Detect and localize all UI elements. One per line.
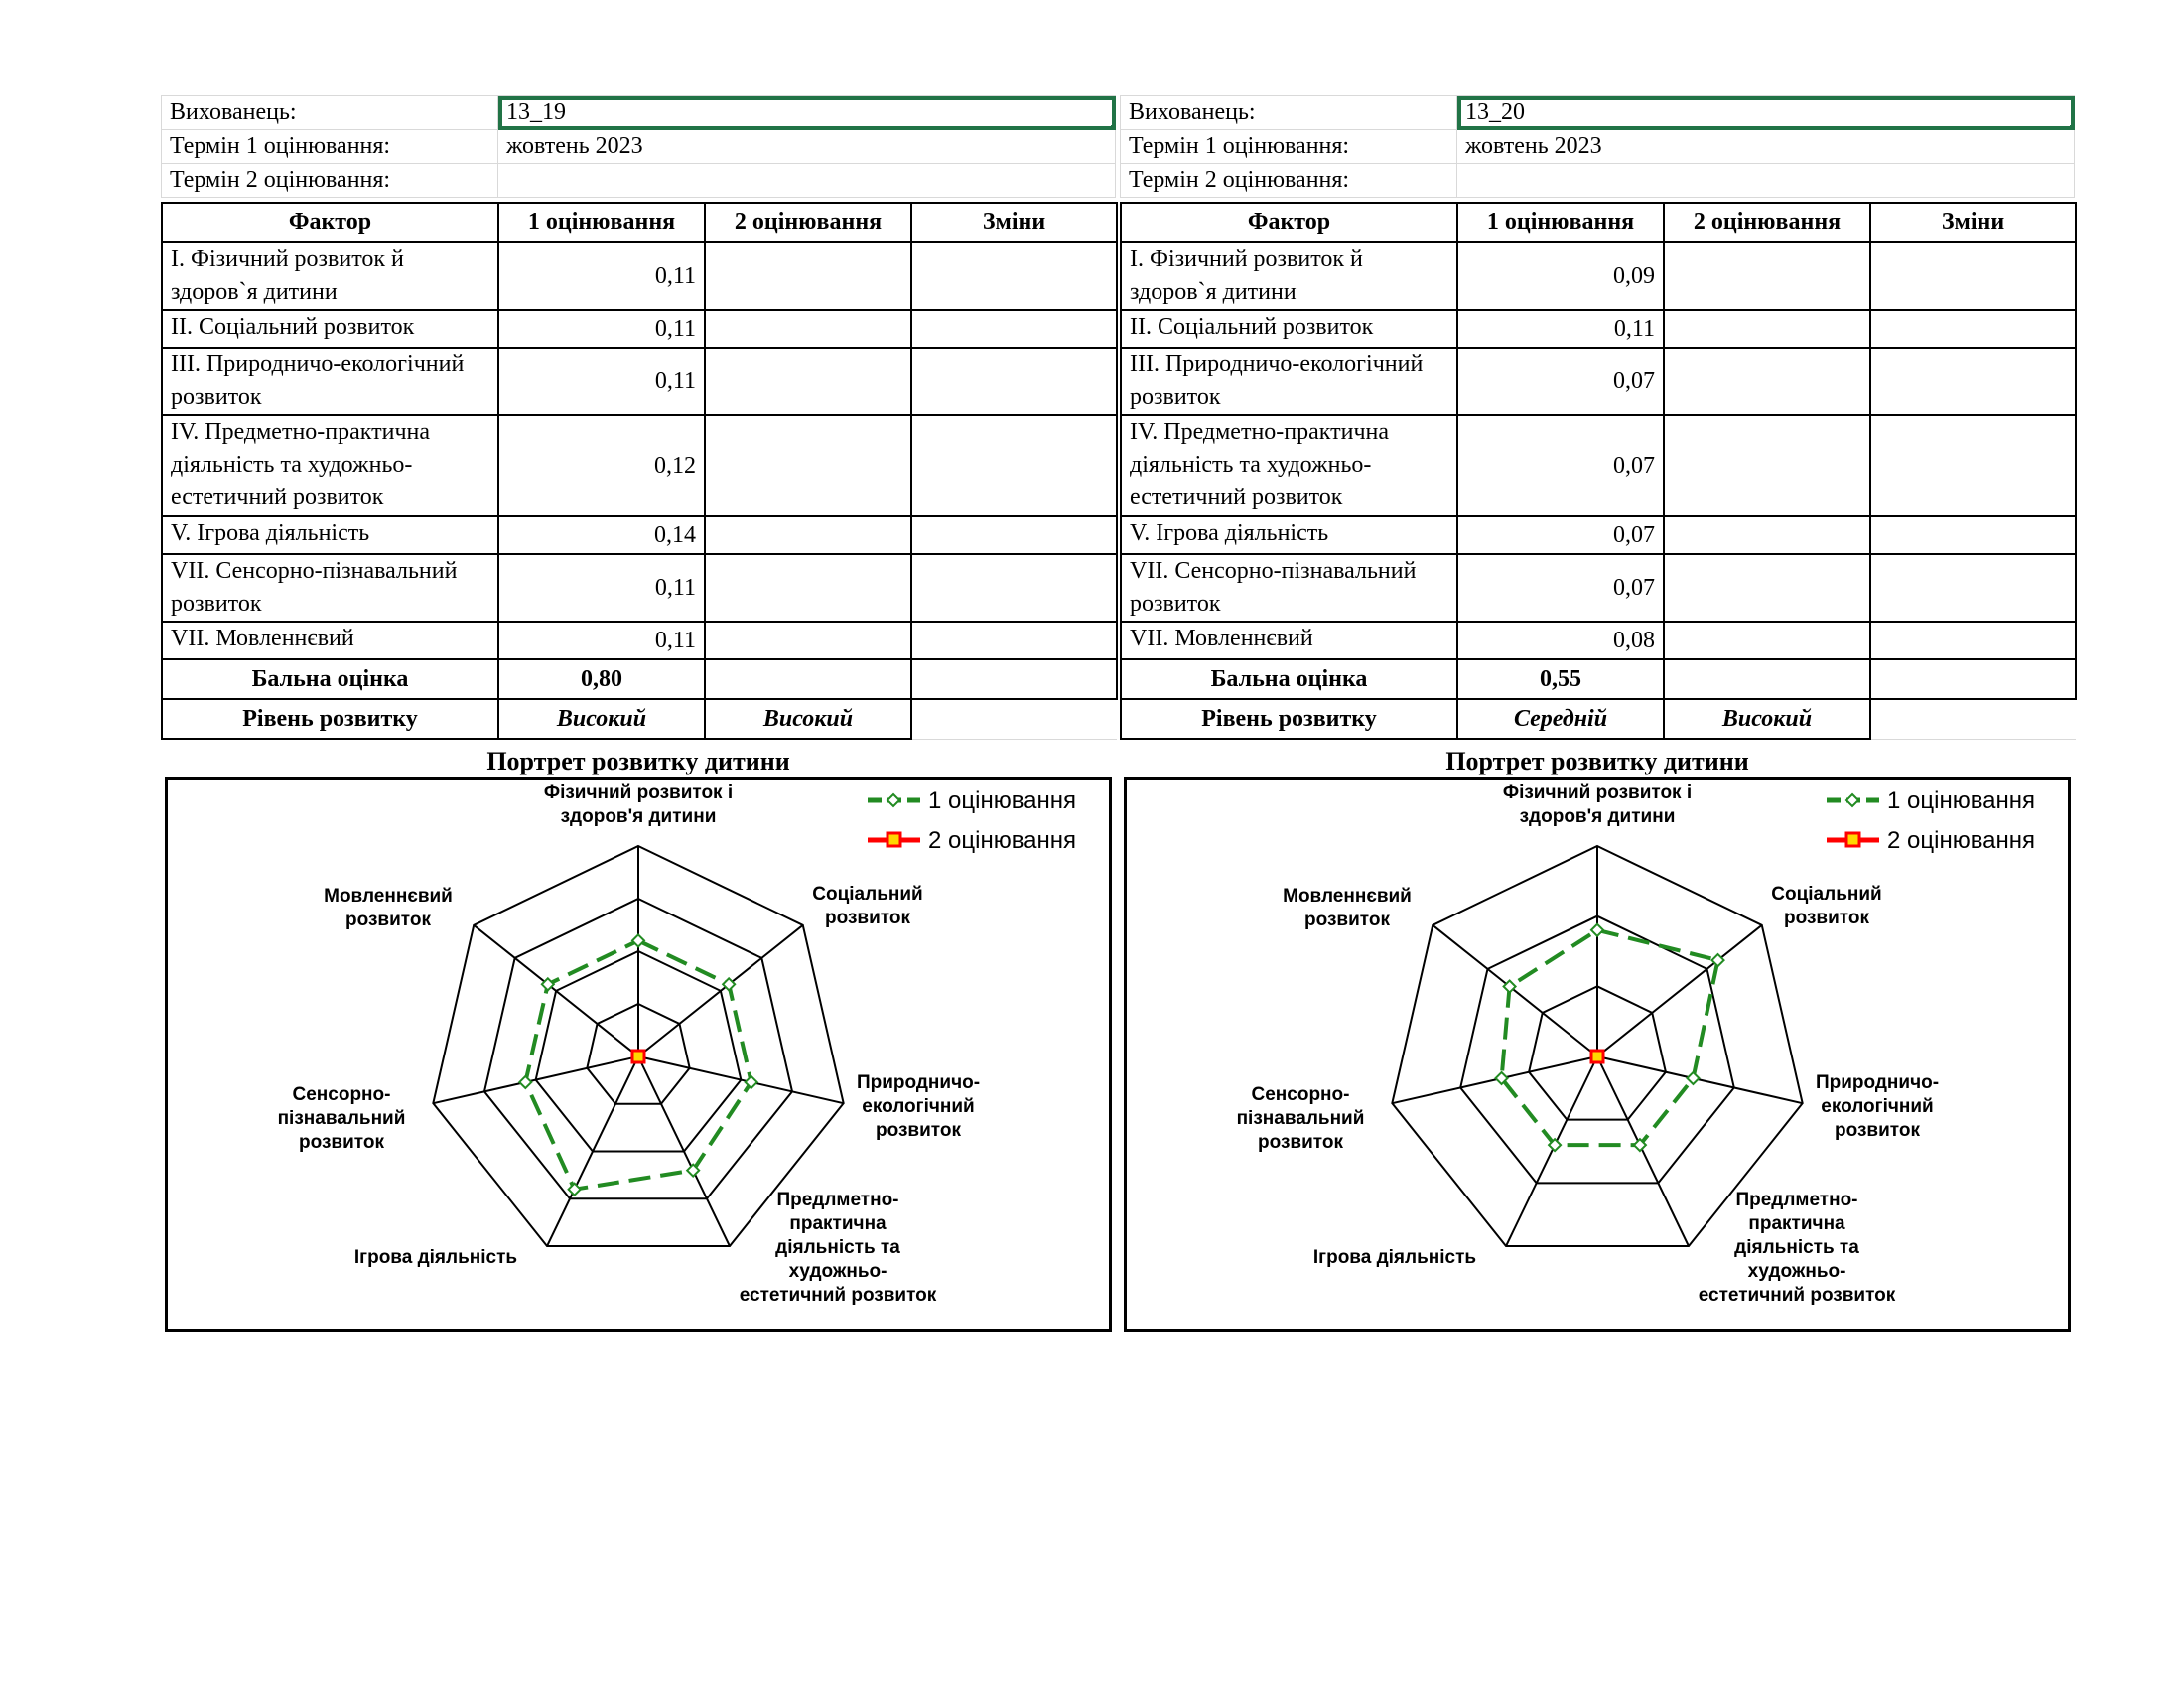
axis-label-line: Сенсорно-: [292, 1084, 391, 1105]
radar-chart-svg: [168, 780, 1109, 1329]
factor-change[interactable]: [911, 554, 1117, 622]
factor-value-2[interactable]: [705, 516, 911, 554]
header-assessment-2[interactable]: 2 оцінювання: [705, 203, 911, 242]
pupil-value-cell[interactable]: [1457, 96, 2075, 130]
total-value-1[interactable]: 0,80: [498, 659, 705, 699]
legend-label: 1 оцінювання: [928, 787, 1077, 814]
series-point: [1591, 924, 1603, 936]
axis-label-line: художньо-: [788, 1261, 887, 1282]
axis-label: [812, 884, 922, 928]
axis-label-line: Природничо-: [856, 1072, 981, 1093]
axis-label-line: Соціальний: [1771, 884, 1882, 905]
factor-value-1[interactable]: 0,11: [498, 554, 705, 622]
term2-value[interactable]: [498, 164, 1116, 198]
series-point: [569, 1184, 581, 1196]
axis-label-line: розвиток: [299, 1132, 384, 1153]
axis-label-line: Ігрова діяльність: [353, 1247, 518, 1268]
radar-spoke: [1392, 1056, 1597, 1103]
radar-spoke: [638, 925, 803, 1056]
factor-value-2[interactable]: [1664, 554, 1870, 622]
factor-value-1[interactable]: 0,11: [498, 622, 705, 659]
series-point: [1687, 1072, 1699, 1084]
term1-value[interactable]: жовтень 2023: [498, 130, 1116, 164]
axis-label-line: пізнавальний: [277, 1108, 406, 1129]
axis-label-line: розвиток: [1835, 1120, 1920, 1141]
radar-spoke: [1597, 925, 1762, 1056]
pupil-value: 13_20: [1465, 99, 1525, 125]
factor-name[interactable]: IV. Предметно-практична діяльність та художньо-естетичний розвиток: [162, 415, 498, 516]
factor-value-1[interactable]: 0,07: [1457, 348, 1664, 415]
axis-label: [857, 1072, 980, 1141]
axis-label-line: розвиток: [1304, 910, 1390, 930]
axis-label-line: пізнавальний: [1236, 1108, 1365, 1129]
factor-value-1[interactable]: 0,11: [1457, 310, 1664, 348]
factor-change[interactable]: [1870, 415, 2076, 516]
table-row: [1121, 415, 2076, 516]
factor-change[interactable]: [1870, 348, 2076, 415]
factor-change[interactable]: [1870, 622, 2076, 659]
factor-change[interactable]: [1870, 310, 2076, 348]
header-changes[interactable]: Зміни: [911, 203, 1117, 242]
term2-label[interactable]: Термін 2 оцінювання:: [1121, 164, 1457, 198]
header-factor[interactable]: Фактор: [162, 203, 498, 242]
radar-spoke: [433, 1056, 638, 1103]
header-factor[interactable]: Фактор: [1121, 203, 1457, 242]
legend-label: 2 оцінювання: [928, 827, 1077, 854]
header-assessment-1[interactable]: 1 оцінювання: [1457, 203, 1664, 242]
legend-marker: [1846, 833, 1859, 846]
term1-value[interactable]: жовтень 2023: [1457, 130, 2075, 164]
radar-spoke: [1597, 1056, 1689, 1246]
axis-label-line: Сенсорно-: [1251, 1084, 1350, 1105]
factor-name[interactable]: III. Природничо-екологічний розвиток: [1121, 348, 1457, 415]
level-value-1[interactable]: Високий: [498, 699, 705, 739]
level-empty-cell[interactable]: [1870, 699, 2076, 739]
factor-value-1[interactable]: 0,14: [498, 516, 705, 554]
level-value-2[interactable]: Високий: [705, 699, 911, 739]
factor-name[interactable]: II. Соціальний розвиток: [162, 310, 498, 348]
axis-label: [1237, 1084, 1365, 1153]
radar-grid: [433, 846, 843, 1246]
factor-value-2[interactable]: [1664, 516, 1870, 554]
table-row: [162, 242, 1117, 310]
table-row: [162, 516, 1117, 554]
factor-table: [1120, 202, 2077, 740]
axis-label-line: розвиток: [876, 1120, 961, 1141]
table-row: [162, 415, 1117, 516]
axis-label-line: Природничо-: [1815, 1072, 1940, 1093]
header-assessment-1[interactable]: 1 оцінювання: [498, 203, 705, 242]
level-label[interactable]: Рівень розвитку: [162, 699, 498, 739]
factor-name[interactable]: I. Фізичний розвиток й здоров`я дитини: [1121, 242, 1457, 310]
axis-label: [354, 1247, 517, 1268]
legend-marker: [887, 794, 899, 806]
level-row: [162, 699, 1117, 739]
series-point: [1591, 1051, 1603, 1062]
axis-label-line: практична: [1748, 1213, 1845, 1234]
factor-value-1[interactable]: 0,08: [1457, 622, 1664, 659]
table-row: [162, 554, 1117, 622]
fill-handle[interactable]: [1111, 125, 1116, 130]
factor-name[interactable]: V. Ігрова діяльність: [1121, 516, 1457, 554]
term1-label[interactable]: Термін 1 оцінювання:: [162, 130, 498, 164]
factor-name[interactable]: IV. Предметно-практична діяльність та художньо-естетичний розвиток: [1121, 415, 1457, 516]
table-row: [1121, 554, 2076, 622]
factor-value-1[interactable]: 0,11: [498, 310, 705, 348]
radar-chart-svg: [1127, 780, 2068, 1329]
axis-label-line: Мовленнєвий: [324, 886, 453, 907]
level-row: [1121, 699, 2076, 739]
chart-legend: [868, 787, 1076, 854]
factor-value-2[interactable]: [1664, 310, 1870, 348]
factor-name[interactable]: III. Природничо-екологічний розвиток: [162, 348, 498, 415]
header-assessment-2[interactable]: 2 оцінювання: [1664, 203, 1870, 242]
axis-label: [1771, 884, 1881, 928]
chart-title: Портрет розвитку дитини: [486, 747, 790, 775]
legend-marker: [887, 833, 900, 846]
table-header-row: [1121, 203, 2076, 242]
info-block: [1120, 95, 2075, 198]
total-row: [162, 659, 1117, 699]
table-row: [1121, 516, 2076, 554]
total-value-2[interactable]: [1664, 659, 1870, 699]
factor-name[interactable]: I. Фізичний розвиток й здоров`я дитини: [162, 242, 498, 310]
factor-name[interactable]: V. Ігрова діяльність: [162, 516, 498, 554]
level-label[interactable]: Рівень розвитку: [1121, 699, 1457, 739]
axis-label-line: діяльність та: [1734, 1237, 1859, 1258]
axis-label-line: екологічний: [862, 1096, 975, 1117]
pupil-value: 13_19: [506, 99, 566, 125]
axis-label-line: Ігрова діяльність: [1312, 1247, 1477, 1268]
total-change[interactable]: [911, 659, 1117, 699]
factor-value-2[interactable]: [1664, 242, 1870, 310]
axis-label-line: Мовленнєвий: [1283, 886, 1412, 907]
radar-chart[interactable]: [165, 777, 1112, 1332]
table-row: [1121, 348, 2076, 415]
axis-label: [544, 782, 733, 827]
axis-label-line: розвиток: [1784, 908, 1869, 928]
radar-spoke: [1506, 1056, 1597, 1246]
pupil-label[interactable]: Вихованець:: [1121, 96, 1457, 130]
chart-title: Портрет розвитку дитини: [1445, 747, 1749, 775]
pupil-value-cell[interactable]: [498, 96, 1116, 130]
axis-label-line: Фізичний розвиток і: [1502, 782, 1693, 803]
series-line: [1502, 930, 1718, 1145]
assessment-sheet-right: [1120, 95, 2075, 1332]
header-changes[interactable]: Зміни: [1870, 203, 2076, 242]
radar-grid: [1392, 846, 1802, 1246]
factor-value-2[interactable]: [1664, 622, 1870, 659]
factor-name[interactable]: VII. Сенсорно-пізнавальний розвиток: [1121, 554, 1457, 622]
axis-label: [1313, 1247, 1476, 1268]
table-row: [162, 348, 1117, 415]
factor-change[interactable]: [911, 516, 1117, 554]
axis-label: [740, 1190, 937, 1306]
factor-value-2[interactable]: [1664, 415, 1870, 516]
term2-label[interactable]: Термін 2 оцінювання:: [162, 164, 498, 198]
level-value-1[interactable]: Середній: [1457, 699, 1664, 739]
factor-name[interactable]: VII. Сенсорно-пізнавальний розвиток: [162, 554, 498, 622]
assessment-sheet-left: [161, 95, 1116, 1332]
total-row: [1121, 659, 2076, 699]
axis-label: [1699, 1190, 1896, 1306]
total-change[interactable]: [1870, 659, 2076, 699]
factor-value-2[interactable]: [1664, 348, 1870, 415]
axis-label: [1816, 1072, 1939, 1141]
total-value-1[interactable]: 0,55: [1457, 659, 1664, 699]
total-value-2[interactable]: [705, 659, 911, 699]
axis-label-line: здоров'я дитини: [1519, 806, 1676, 827]
axis-label-line: діяльність та: [775, 1237, 900, 1258]
factor-name[interactable]: II. Соціальний розвиток: [1121, 310, 1457, 348]
factor-value-1[interactable]: 0,11: [498, 242, 705, 310]
level-value-2[interactable]: Високий: [1664, 699, 1870, 739]
factor-change[interactable]: [1870, 554, 2076, 622]
factor-change[interactable]: [1870, 516, 2076, 554]
table-row: [1121, 622, 2076, 659]
factor-value-2[interactable]: [705, 415, 911, 516]
factor-change[interactable]: [911, 415, 1117, 516]
level-empty-cell[interactable]: [911, 699, 1117, 739]
axis-label-line: естетичний розвиток: [739, 1285, 937, 1306]
factor-value-2[interactable]: [705, 242, 911, 310]
axis-label-line: Предлметно-: [1735, 1190, 1858, 1210]
factor-change[interactable]: [911, 348, 1117, 415]
axis-label-line: розвиток: [1258, 1132, 1343, 1153]
radar-spoke: [638, 1056, 844, 1103]
axis-label-line: естетичний розвиток: [1698, 1285, 1896, 1306]
legend-label: 2 оцінювання: [1887, 827, 2036, 854]
total-label[interactable]: Бальна оцінка: [1121, 659, 1457, 699]
factor-change[interactable]: [911, 242, 1117, 310]
legend-label: 1 оцінювання: [1887, 787, 2036, 814]
chart-legend: [1827, 787, 2035, 854]
axis-label-line: розвиток: [825, 908, 910, 928]
factor-change[interactable]: [1870, 242, 2076, 310]
term2-value[interactable]: [1457, 164, 2075, 198]
radar-spoke: [474, 925, 638, 1056]
factor-value-1[interactable]: 0,09: [1457, 242, 1664, 310]
factor-value-2[interactable]: [705, 348, 911, 415]
factor-name[interactable]: VII. Мовленнєвий: [1121, 622, 1457, 659]
table-row: [1121, 310, 2076, 348]
axis-label-line: художньо-: [1747, 1261, 1846, 1282]
fill-handle[interactable]: [2070, 125, 2075, 130]
factor-value-2[interactable]: [705, 554, 911, 622]
table-row: [162, 622, 1117, 659]
axis-label: [1283, 886, 1412, 930]
axis-label: [1503, 782, 1692, 827]
axis-label: [278, 1084, 406, 1153]
factor-value-1[interactable]: 0,07: [1457, 516, 1664, 554]
radar-chart[interactable]: [1124, 777, 2071, 1332]
total-label[interactable]: Бальна оцінка: [162, 659, 498, 699]
table-row: [1121, 242, 2076, 310]
term1-label[interactable]: Термін 1 оцінювання:: [1121, 130, 1457, 164]
axis-label-line: Фізичний розвиток і: [543, 782, 734, 803]
factor-table: [161, 202, 1118, 740]
axis-label-line: здоров'я дитини: [560, 806, 717, 827]
axis-label: [324, 886, 453, 930]
pupil-label[interactable]: Вихованець:: [162, 96, 498, 130]
factor-name[interactable]: VII. Мовленнєвий: [162, 622, 498, 659]
factor-value-1[interactable]: 0,07: [1457, 415, 1664, 516]
factor-value-1[interactable]: 0,12: [498, 415, 705, 516]
series-point: [632, 1051, 644, 1062]
axis-label-line: екологічний: [1821, 1096, 1934, 1117]
legend-marker: [1846, 794, 1858, 806]
axis-label-line: Соціальний: [812, 884, 923, 905]
factor-value-1[interactable]: 0,11: [498, 348, 705, 415]
factor-value-1[interactable]: 0,07: [1457, 554, 1664, 622]
table-row: [162, 310, 1117, 348]
radar-spoke: [1597, 1056, 1803, 1103]
factor-value-2[interactable]: [705, 622, 911, 659]
factor-change[interactable]: [911, 622, 1117, 659]
table-header-row: [162, 203, 1117, 242]
factor-value-2[interactable]: [705, 310, 911, 348]
series-point: [519, 1076, 531, 1088]
factor-change[interactable]: [911, 310, 1117, 348]
info-block: [161, 95, 1116, 198]
axis-label-line: Предлметно-: [776, 1190, 899, 1210]
axis-label-line: практична: [789, 1213, 887, 1234]
axis-label-line: розвиток: [345, 910, 431, 930]
